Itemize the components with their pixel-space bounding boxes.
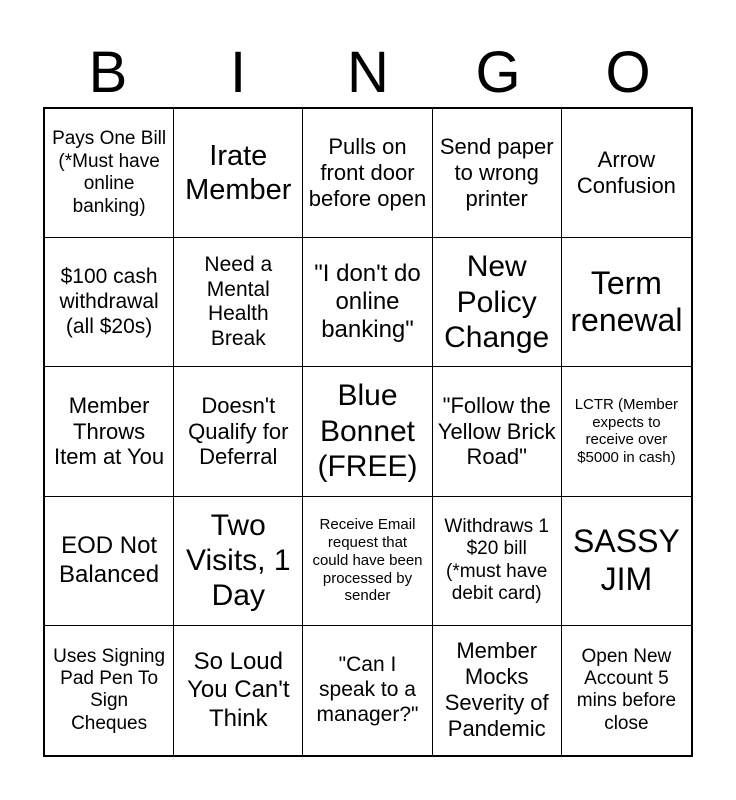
header-letter-o: O bbox=[605, 40, 651, 105]
bingo-cell[interactable]: New Policy Change bbox=[433, 238, 562, 367]
bingo-cell[interactable]: LCTR (Member expects to receive over $5000 in cash) bbox=[562, 367, 691, 496]
bingo-cell[interactable]: Arrow Confusion bbox=[562, 109, 691, 238]
bingo-cell[interactable]: Two Visits, 1 Day bbox=[174, 497, 303, 626]
bingo-cell[interactable]: "I don't do online banking" bbox=[303, 238, 432, 367]
bingo-cell[interactable]: "Follow the Yellow Brick Road" bbox=[433, 367, 562, 496]
bingo-cell[interactable]: SASSY JIM bbox=[562, 497, 691, 626]
bingo-cell[interactable]: Term renewal bbox=[562, 238, 691, 367]
bingo-cell[interactable]: Member Mocks Severity of Pandemic bbox=[433, 626, 562, 755]
bingo-cell[interactable]: Pulls on front door before open bbox=[303, 109, 432, 238]
bingo-cell[interactable]: Uses Signing Pad Pen To Sign Cheques bbox=[45, 626, 174, 755]
bingo-board bbox=[43, 107, 693, 757]
bingo-cell[interactable]: Irate Member bbox=[174, 109, 303, 238]
header-letter-b: B bbox=[88, 40, 128, 105]
bingo-cell[interactable]: Pays One Bill (*Must have online banking) bbox=[45, 109, 174, 238]
bingo-header bbox=[43, 40, 693, 106]
bingo-cell[interactable]: So Loud You Can't Think bbox=[174, 626, 303, 755]
bingo-cell free-space[interactable]: Blue Bonnet (FREE) bbox=[303, 367, 432, 496]
bingo-cell[interactable]: Member Throws Item at You bbox=[45, 367, 174, 496]
bingo-cell[interactable]: Receive Email request that could have been processed by sender bbox=[303, 497, 432, 626]
bingo-cell[interactable]: Doesn't Qualify for Deferral bbox=[174, 367, 303, 496]
bingo-cell[interactable]: "Can I speak to a manager?" bbox=[303, 626, 432, 755]
bingo-cell[interactable]: EOD Not Balanced bbox=[45, 497, 174, 626]
bingo-cell[interactable]: Open New Account 5 mins before close bbox=[576, 645, 677, 734]
bingo-cell[interactable]: $100 cash withdrawal (all $20s) bbox=[45, 238, 174, 367]
header-letter-g: G bbox=[475, 40, 521, 105]
bingo-cell[interactable]: Send paper to wrong printer bbox=[433, 109, 562, 238]
bingo-cell[interactable]: Withdraws 1 $20 bill (*must have debit card) bbox=[433, 497, 562, 626]
header-letter-i: I bbox=[229, 40, 247, 105]
bingo-cell[interactable]: Need a Mental Health Break bbox=[174, 238, 303, 367]
header-letter-n: N bbox=[347, 40, 389, 105]
